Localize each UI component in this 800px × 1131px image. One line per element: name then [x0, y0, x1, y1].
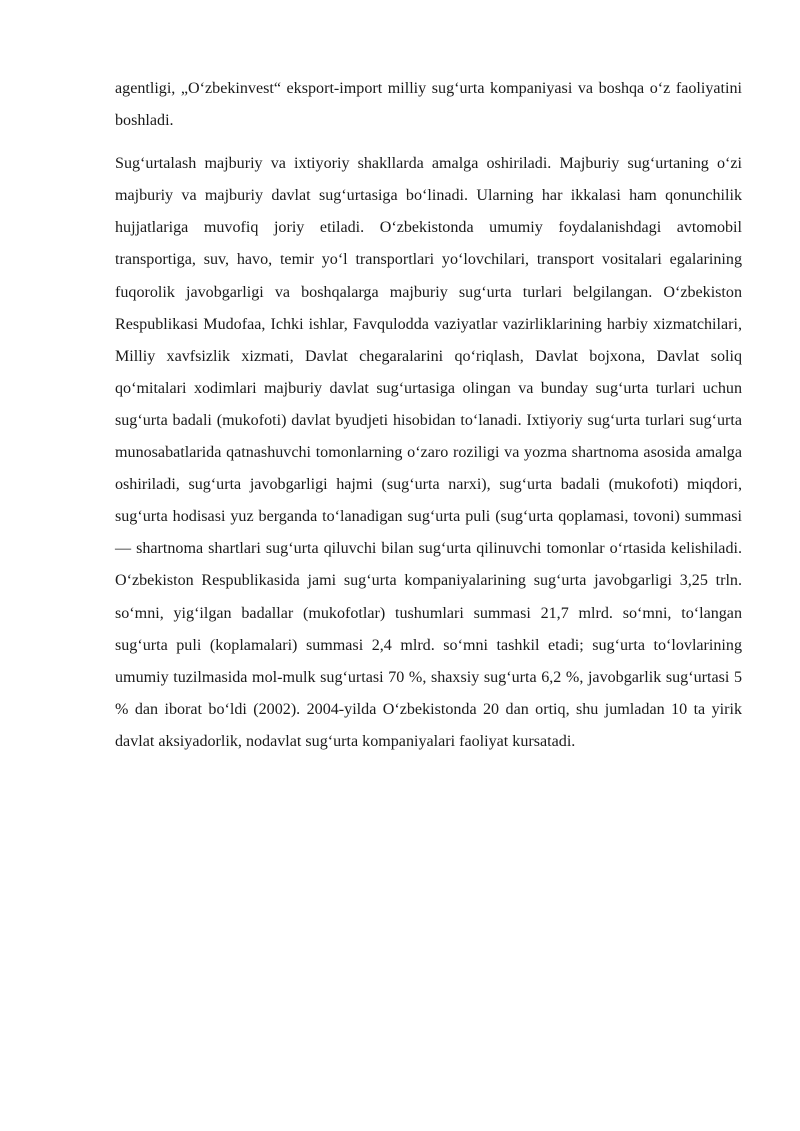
paragraph-insurance-forms: Sug‘urtalash majburiy va ixtiyoriy shakllarda amalga oshiriladi. Majburiy sug‘urtaning o‘zi majburiy va majburiy davlat sug‘urtasiga bo‘linadi. Ularning har ikkalasi ham qonunchilik hujjatlariga muvofiq joriy etiladi. O‘zbekistonda umumiy foydalanishdagi avtomobil transportiga, suv, havo, temir yo‘l transportlari yo‘lovchilari, transport vositalari egalarining fuqorolik javobgarligi va boshqalarga majburiy sug‘urta turlari belgilangan. O‘zbekiston Respublikasi Mudofaa, Ichki ishlar, Favqulodda vaziyatlar vazirliklarining harbiy xizmatchilari, Milliy xavfsizlik xizmati, Davlat chegaralarini qo‘riqlash, Davlat bojxona, Davlat soliq qo‘mitalari xodimlari majburiy davlat sug‘urtasiga olingan va bunday sug‘urta turlari uchun sug‘urta badali (mukofoti) davlat byudjeti hisobidan to‘lanadi. Ixtiyoriy sug‘urta turlari sug‘urta munosabatlarida qatnashuvchi tomonlarning o‘zaro roziligi va yozma shartnoma asosida amalga oshiriladi, sug‘urta javobgarligi hajmi (sug‘urta narxi), sug‘urta badali (mukofoti) miqdori, sug‘urta hodisasi yuz berganda to‘lanadigan sug‘urta puli (sug‘urta qoplamasi, tovoni) summasi — shartnoma shartlari sug‘urta qiluvchi bilan sug‘urta qilinuvchi tomonlar o‘rtasida kelishiladi. O‘zbekiston Respublikasida jami sug‘urta kompaniyalarining sug‘urta javobgarligi 3,25 trln. so‘mni, yig‘ilgan badallar (mukofotlar) tushumlari summasi 21,7 mlrd. so‘mni, to‘langan sug‘urta puli (koplamalari) summasi 2,4 mlrd. so‘mni tashkil etadi; sug‘urta to‘lovlarining umumiy tuzilmasida mol-mulk sug‘urtasi 70 %, shaxsiy sug‘urta 6,2 %, javobgarlik sug‘urtasi 5 % dan iborat bo‘ldi (2002). 2004-yilda O‘zbekistonda 20 dan ortiq, shu jumladan 10 ta yirik davlat aksiyadorlik, nodavlat sug‘urta kompaniyalari faoliyat kursatadi. [115, 155, 742, 750]
document-body [115, 73, 742, 758]
paragraph-continuation: agentligi, „O‘zbekinvest“ eksport-import milliy sug‘urta kompaniyasi va boshqa o‘z faoliyatini boshladi. [115, 80, 742, 130]
